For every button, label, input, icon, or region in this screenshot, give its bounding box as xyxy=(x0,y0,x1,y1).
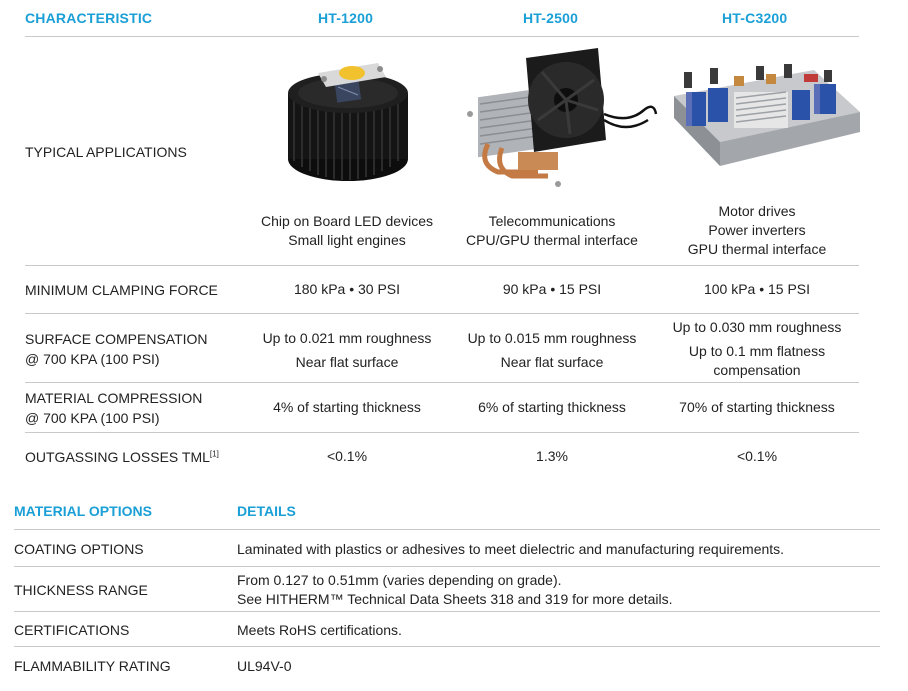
row-detail-coating-options: Laminated with plastics or adhesives to meet dielectric and manufacturing requirements. xyxy=(237,541,785,557)
row-divider xyxy=(14,646,880,647)
cell-line: Small light engines xyxy=(288,232,406,248)
cell-ht-c3200-clamping-force: 100 kPa • 15 PSI xyxy=(703,281,811,297)
cell-ht-2500-applications xyxy=(452,212,652,250)
row-label-typical-applications: TYPICAL APPLICATIONS xyxy=(25,144,187,160)
label-line: SURFACE COMPENSATION xyxy=(25,331,208,347)
row-divider xyxy=(25,313,859,314)
cell-ht-c3200-material-compression: 70% of starting thickness xyxy=(679,399,835,415)
header-details: DETAILS xyxy=(237,503,296,519)
row-divider xyxy=(14,566,880,567)
power-inverter-image xyxy=(664,62,862,182)
cell-ht-1200-applications xyxy=(247,212,447,250)
label-line: @ 700 KPA (100 PSI) xyxy=(25,351,160,367)
led-heatsink-image xyxy=(286,55,410,195)
cpu-cooler-image xyxy=(458,44,658,190)
header-characteristic: CHARACTERISTIC xyxy=(25,10,153,26)
cell-ht-c3200-surface-compensation xyxy=(657,318,857,380)
label-line: @ 700 KPA (100 PSI) xyxy=(25,410,160,426)
cell-ht-2500-material-compression: 6% of starting thickness xyxy=(478,399,626,415)
header-material-options: MATERIAL OPTIONS xyxy=(14,503,152,519)
row-detail-thickness-range xyxy=(237,571,673,609)
cell-line: Chip on Board LED devices xyxy=(261,213,433,229)
row-divider xyxy=(25,432,859,433)
row-label-flammability-rating: FLAMMABILITY RATING xyxy=(14,658,171,674)
cell-line: Near flat surface xyxy=(295,354,399,370)
cell-ht-2500-surface-compensation xyxy=(452,326,652,374)
cell-line: CPU/GPU thermal interface xyxy=(466,232,638,248)
cell-ht-1200-clamping-force: 180 kPa • 30 PSI xyxy=(293,281,401,297)
header-ht-1200: HT-1200 xyxy=(318,10,374,26)
cell-line: GPU thermal interface xyxy=(687,241,827,257)
row-divider xyxy=(14,611,880,612)
row-label-outgassing-losses xyxy=(25,447,219,467)
cell-line: compensation xyxy=(713,362,801,378)
cell-ht-c3200-outgassing: <0.1% xyxy=(736,448,778,464)
cell-ht-1200-material-compression: 4% of starting thickness xyxy=(273,399,421,415)
row-label-certifications: CERTIFICATIONS xyxy=(14,622,130,638)
cell-ht-2500-outgassing: 1.3% xyxy=(536,448,568,464)
header-ht-2500: HT-2500 xyxy=(523,10,579,26)
row-label-surface-compensation xyxy=(25,329,208,369)
header-divider xyxy=(25,36,859,37)
detail-line: From 0.127 to 0.51mm (varies depending on grade). xyxy=(237,572,562,588)
cell-line: Up to 0.030 mm roughness xyxy=(672,319,842,335)
cell-line: Near flat surface xyxy=(500,354,604,370)
detail-line: See HITHERM™ Technical Data Sheets 318 and 319 for more details. xyxy=(237,591,673,607)
row-label-thickness-range: THICKNESS RANGE xyxy=(14,582,148,598)
cell-line: Telecommunications xyxy=(488,213,616,229)
cell-ht-1200-outgassing: <0.1% xyxy=(326,448,368,464)
row-label-material-compression xyxy=(25,388,202,428)
cell-line: Motor drives xyxy=(718,203,796,219)
row-divider xyxy=(25,382,859,383)
row-label-coating-options: COATING OPTIONS xyxy=(14,541,144,557)
label-text: OUTGASSING LOSSES TML xyxy=(25,449,210,465)
label-line: MATERIAL COMPRESSION xyxy=(25,390,203,406)
cell-ht-1200-surface-compensation xyxy=(247,326,447,374)
row-divider xyxy=(25,265,859,266)
cell-ht-c3200-applications xyxy=(657,202,857,259)
footnote-marker: [1] xyxy=(209,449,219,459)
row-label-min-clamping-force: MINIMUM CLAMPING FORCE xyxy=(25,282,218,298)
header-ht-c3200: HT-C3200 xyxy=(722,10,788,26)
cell-line: Up to 0.1 mm flatness xyxy=(688,343,826,359)
cell-line: Up to 0.015 mm roughness xyxy=(467,330,637,346)
cell-ht-2500-clamping-force: 90 kPa • 15 PSI xyxy=(502,281,602,297)
cell-line: Power inverters xyxy=(708,222,806,238)
cell-line: Up to 0.021 mm roughness xyxy=(262,330,432,346)
header-divider xyxy=(14,529,880,530)
row-detail-certifications: Meets RoHS certifications. xyxy=(237,622,402,638)
row-detail-flammability-rating: UL94V-0 xyxy=(237,658,292,674)
